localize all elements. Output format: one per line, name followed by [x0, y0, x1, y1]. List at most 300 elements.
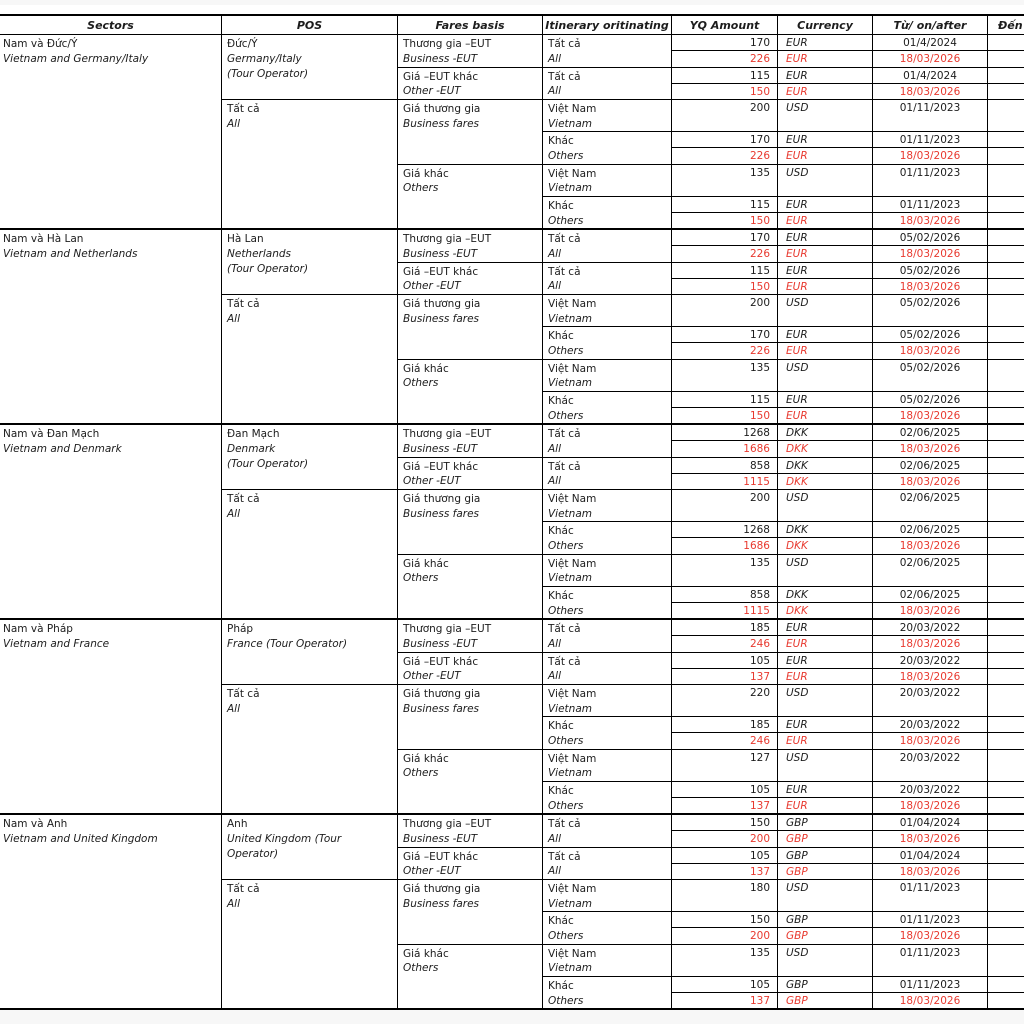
- fares-basis-vi: Thương gia –EUT: [403, 818, 492, 830]
- yq-amount-cell: 200: [672, 831, 778, 846]
- pos-name-en: France (Tour Operator): [227, 637, 348, 650]
- currency-cell: EUR: [778, 343, 873, 358]
- valid-to-cell: [988, 945, 1024, 976]
- fares-basis-cell: [398, 425, 543, 457]
- yq-amount-cell: 226: [672, 51, 778, 66]
- valid-to-cell: [988, 977, 1024, 992]
- fares-basis-vi: Giá khác: [403, 752, 449, 765]
- fares-basis-en: Business fares: [403, 117, 480, 130]
- valid-to-cell: [988, 555, 1024, 586]
- fare-amount-row: [672, 473, 1024, 489]
- fares-basis-cell: [398, 295, 543, 359]
- valid-to-cell: [988, 490, 1024, 521]
- fares-basis-en: Business -EUT: [403, 832, 478, 845]
- valid-to-cell: [988, 782, 1024, 797]
- itinerary-en: All: [548, 832, 562, 845]
- fare-basis-block: [398, 749, 1024, 814]
- fares-basis-vi: Giá khác: [403, 947, 449, 960]
- currency-cell: EUR: [778, 620, 873, 635]
- yq-amount-cell: 1115: [672, 603, 778, 618]
- itinerary-cell: [543, 295, 672, 326]
- itinerary-block: [543, 360, 1024, 391]
- valid-to-cell: [988, 279, 1024, 294]
- fare-amount-row: [672, 537, 1024, 553]
- fares-basis-cell: [398, 750, 543, 814]
- fare-amount-row: [672, 555, 1024, 586]
- fare-basis-block: [398, 295, 1024, 359]
- fares-basis-vi: Giá –EUT khác: [403, 70, 479, 83]
- pos-name-vi: Đan Mạch: [227, 428, 280, 440]
- currency-cell: GBP: [778, 928, 873, 943]
- currency-cell: EUR: [778, 798, 873, 813]
- itinerary-block: [543, 100, 1024, 131]
- itinerary-vi: Việt Nam: [548, 167, 597, 180]
- pos-cell: [222, 815, 398, 879]
- fares-basis-vi: Giá thương gia: [403, 103, 481, 115]
- itinerary-block: [543, 685, 1024, 716]
- itinerary-block: [543, 555, 1024, 586]
- valid-from-cell: 01/11/2023: [873, 197, 988, 212]
- currency-cell: EUR: [778, 230, 873, 245]
- yq-amount-cell: 1268: [672, 425, 778, 440]
- valid-to-cell: [988, 848, 1024, 863]
- fare-amount-row: [672, 278, 1024, 294]
- itinerary-block: [543, 911, 1024, 943]
- valid-from-cell: 02/06/2025: [873, 587, 988, 602]
- fare-amount-row: [672, 848, 1024, 863]
- valid-from-cell: 18/03/2026: [873, 148, 988, 163]
- fare-amount-row: [672, 620, 1024, 635]
- itinerary-block: [543, 848, 1024, 880]
- fare-basis-block: [398, 620, 1024, 652]
- valid-from-cell: 18/03/2026: [873, 636, 988, 651]
- fare-amount-row: [672, 717, 1024, 732]
- itinerary-vi: Khác: [548, 784, 574, 797]
- valid-from-cell: 18/03/2026: [873, 733, 988, 748]
- fare-basis-block: [398, 490, 1024, 554]
- yq-amount-cell: 115: [672, 263, 778, 278]
- itinerary-vi: Việt Nam: [548, 298, 597, 310]
- itinerary-en: Others: [548, 540, 584, 553]
- itinerary-block: [543, 425, 1024, 457]
- valid-to-cell: [988, 669, 1024, 684]
- itinerary-en: All: [548, 865, 562, 878]
- yq-amount-cell: 200: [672, 928, 778, 943]
- itinerary-block: [543, 131, 1024, 163]
- pos-cell: [222, 880, 398, 1008]
- fares-basis-cell: [398, 360, 543, 424]
- fares-basis-cell: [398, 165, 543, 229]
- valid-from-cell: 20/03/2022: [873, 653, 988, 668]
- itinerary-block: [543, 68, 1024, 100]
- pos-cell: [222, 425, 398, 489]
- currency-cell: USD: [778, 360, 873, 391]
- pos-name-en: United Kingdom (Tour Operator): [227, 832, 342, 860]
- currency-cell: USD: [778, 685, 873, 716]
- sector-name-en: Vietnam and Denmark: [3, 442, 122, 455]
- fare-amount-row: [672, 35, 1024, 50]
- yq-amount-cell: 1115: [672, 474, 778, 489]
- itinerary-block: [543, 35, 1024, 67]
- fare-amount-row: [672, 977, 1024, 992]
- valid-to-cell: [988, 815, 1024, 830]
- fares-basis-vi: Giá –EUT khác: [403, 460, 479, 473]
- fare-amount-row: [672, 212, 1024, 228]
- pos-name-en: (Tour Operator): [227, 262, 309, 275]
- itinerary-cell: [543, 815, 672, 847]
- yq-amount-cell: 135: [672, 360, 778, 391]
- itinerary-vi: Khác: [548, 199, 574, 212]
- yq-amount-cell: 135: [672, 165, 778, 196]
- itinerary-en: Others: [548, 930, 584, 943]
- itinerary-en: Vietnam: [548, 572, 592, 585]
- valid-from-cell: 20/03/2022: [873, 685, 988, 716]
- itinerary-en: Others: [548, 345, 584, 358]
- yq-amount-cell: 858: [672, 587, 778, 602]
- itinerary-en: Others: [548, 150, 584, 163]
- itinerary-en: Others: [548, 994, 584, 1007]
- fare-amount-row: [672, 165, 1024, 196]
- column-header-fares-basis: Fares basis: [398, 16, 543, 34]
- itinerary-en: Vietnam: [548, 377, 592, 390]
- pos-block: [222, 815, 1024, 879]
- yq-amount-cell: 150: [672, 213, 778, 228]
- fare-amount-row: [672, 440, 1024, 456]
- valid-to-cell: [988, 717, 1024, 732]
- valid-from-cell: 18/03/2026: [873, 538, 988, 553]
- valid-from-cell: 18/03/2026: [873, 246, 988, 261]
- itinerary-cell: [543, 35, 672, 67]
- yq-amount-cell: 150: [672, 408, 778, 423]
- fares-basis-en: Others: [403, 182, 439, 195]
- yq-amount-cell: 137: [672, 864, 778, 879]
- currency-cell: EUR: [778, 279, 873, 294]
- currency-cell: EUR: [778, 148, 873, 163]
- itinerary-en: Others: [548, 409, 584, 422]
- pos-cell: [222, 35, 398, 99]
- itinerary-en: Vietnam: [548, 312, 592, 325]
- itinerary-vi: Khác: [548, 589, 574, 602]
- pos-cell: [222, 295, 398, 423]
- fare-amount-row: [672, 880, 1024, 911]
- currency-cell: DKK: [778, 425, 873, 440]
- column-header-yq-amount: YQ Amount: [672, 16, 778, 34]
- itinerary-block: [543, 620, 1024, 652]
- itinerary-block: [543, 263, 1024, 295]
- fare-amount-row: [672, 653, 1024, 668]
- itinerary-cell: [543, 555, 672, 586]
- yq-amount-cell: 226: [672, 246, 778, 261]
- sector-cell: [0, 230, 222, 423]
- valid-from-cell: 01/04/2024: [873, 848, 988, 863]
- currency-cell: EUR: [778, 68, 873, 83]
- pos-name-en: Denmark: [227, 442, 276, 455]
- yq-amount-cell: 170: [672, 35, 778, 50]
- currency-cell: EUR: [778, 636, 873, 651]
- itinerary-vi: Khác: [548, 525, 574, 538]
- valid-from-cell: 18/03/2026: [873, 864, 988, 879]
- fare-amount-row: [672, 132, 1024, 147]
- yq-amount-cell: 200: [672, 490, 778, 521]
- fare-basis-block: [398, 262, 1024, 295]
- pos-cell: [222, 490, 398, 618]
- viewport-edge-bottom: [0, 1010, 1024, 1024]
- itinerary-en: Vietnam: [548, 182, 592, 195]
- yq-amount-cell: 150: [672, 84, 778, 99]
- valid-from-cell: 18/03/2026: [873, 474, 988, 489]
- page-margin-top: [0, 5, 1024, 14]
- sector-name-vi: Nam và Đan Mạch: [3, 428, 100, 440]
- itinerary-cell: [543, 392, 672, 423]
- yq-amount-cell: 220: [672, 685, 778, 716]
- sector-name-vi: Nam và Pháp: [3, 623, 73, 635]
- valid-from-cell: 01/4/2024: [873, 68, 988, 83]
- valid-from-cell: 01/11/2023: [873, 100, 988, 131]
- fare-amount-row: [672, 68, 1024, 83]
- pos-name-vi: Tất cả: [227, 103, 260, 115]
- valid-from-cell: 05/02/2026: [873, 392, 988, 407]
- currency-cell: GBP: [778, 912, 873, 927]
- pos-name-en: Netherlands: [227, 247, 292, 260]
- itinerary-vi: Việt Nam: [548, 103, 597, 115]
- fare-basis-block: [398, 457, 1024, 490]
- pos-name-vi: Tất cả: [227, 883, 260, 895]
- yq-amount-cell: 170: [672, 132, 778, 147]
- sector-name-vi: Nam và Đức/Ý: [3, 38, 78, 50]
- itinerary-en: Vietnam: [548, 767, 592, 780]
- itinerary-vi: Khác: [548, 979, 574, 992]
- fare-amount-row: [672, 327, 1024, 342]
- fares-basis-cell: [398, 555, 543, 619]
- itinerary-block: [543, 880, 1024, 911]
- valid-from-cell: 01/11/2023: [873, 165, 988, 196]
- fare-basis-block: [398, 359, 1024, 424]
- yq-amount-cell: 137: [672, 798, 778, 813]
- pos-name-en: All: [227, 117, 241, 130]
- fare-basis-block: [398, 425, 1024, 457]
- itinerary-en: Others: [548, 604, 584, 617]
- yq-amount-cell: 226: [672, 148, 778, 163]
- fares-basis-vi: Giá khác: [403, 557, 449, 570]
- itinerary-cell: [543, 653, 672, 685]
- yq-amount-cell: 180: [672, 880, 778, 911]
- itinerary-en: All: [548, 475, 562, 488]
- itinerary-vi: Khác: [548, 135, 574, 148]
- valid-from-cell: 01/11/2023: [873, 880, 988, 911]
- valid-from-cell: 20/03/2022: [873, 782, 988, 797]
- yq-amount-cell: 150: [672, 912, 778, 927]
- fares-basis-cell: [398, 35, 543, 67]
- valid-from-cell: 18/03/2026: [873, 831, 988, 846]
- valid-to-cell: [988, 522, 1024, 537]
- valid-from-cell: 18/03/2026: [873, 441, 988, 456]
- currency-cell: DKK: [778, 441, 873, 456]
- currency-cell: USD: [778, 490, 873, 521]
- column-header-pos: POS: [222, 16, 398, 34]
- yq-amount-cell: 105: [672, 848, 778, 863]
- yq-amount-cell: 127: [672, 750, 778, 781]
- itinerary-vi: Việt Nam: [548, 557, 597, 570]
- itinerary-vi: Tất cả: [548, 70, 581, 83]
- fare-amount-row: [672, 360, 1024, 391]
- itinerary-vi: Việt Nam: [548, 883, 597, 895]
- currency-cell: EUR: [778, 392, 873, 407]
- currency-cell: USD: [778, 880, 873, 911]
- valid-to-cell: [988, 798, 1024, 813]
- valid-from-cell: 01/11/2023: [873, 977, 988, 992]
- itinerary-vi: Việt Nam: [548, 493, 597, 505]
- fares-basis-cell: [398, 653, 543, 685]
- sector-group-row: [0, 230, 1024, 425]
- fare-amount-row: [672, 522, 1024, 537]
- pos-block: [222, 425, 1024, 489]
- table-body: [0, 35, 1024, 1010]
- yq-amount-cell: 135: [672, 945, 778, 976]
- fares-basis-cell: [398, 815, 543, 847]
- valid-from-cell: 02/06/2025: [873, 458, 988, 473]
- pos-name-en: All: [227, 897, 241, 910]
- sector-cell: [0, 815, 222, 1008]
- pos-block: [222, 879, 1024, 1008]
- currency-cell: EUR: [778, 669, 873, 684]
- itinerary-cell: [543, 360, 672, 391]
- column-header-valid-from: Từ/ on/after: [873, 16, 988, 34]
- valid-to-cell: [988, 831, 1024, 846]
- pos-block: [222, 489, 1024, 618]
- fare-amount-row: [672, 635, 1024, 651]
- fare-amount-row: [672, 992, 1024, 1008]
- itinerary-block: [543, 815, 1024, 847]
- yq-amount-cell: 105: [672, 653, 778, 668]
- valid-to-cell: [988, 392, 1024, 407]
- currency-cell: EUR: [778, 132, 873, 147]
- pos-block: [222, 294, 1024, 423]
- yq-amount-cell: 858: [672, 458, 778, 473]
- itinerary-block: [543, 490, 1024, 521]
- valid-to-cell: [988, 84, 1024, 99]
- fares-basis-en: Other -EUT: [403, 475, 461, 488]
- itinerary-block: [543, 586, 1024, 618]
- itinerary-cell: [543, 945, 672, 976]
- itinerary-block: [543, 458, 1024, 490]
- fare-amount-row: [672, 425, 1024, 440]
- itinerary-cell: [543, 587, 672, 618]
- fare-amount-row: [672, 685, 1024, 716]
- valid-from-cell: 05/02/2026: [873, 295, 988, 326]
- fares-basis-vi: Giá thương gia: [403, 688, 481, 700]
- currency-cell: EUR: [778, 213, 873, 228]
- itinerary-en: Vietnam: [548, 897, 592, 910]
- currency-cell: GBP: [778, 864, 873, 879]
- yq-amount-cell: 200: [672, 100, 778, 131]
- fare-amount-row: [672, 782, 1024, 797]
- fare-basis-block: [398, 35, 1024, 67]
- sector-group-row: [0, 425, 1024, 620]
- fare-amount-row: [672, 912, 1024, 927]
- valid-from-cell: 02/06/2025: [873, 425, 988, 440]
- valid-to-cell: [988, 197, 1024, 212]
- pos-name-en: Germany/Italy: [227, 52, 302, 65]
- fares-basis-en: Other -EUT: [403, 280, 461, 293]
- fares-basis-vi: Thương gia –EUT: [403, 233, 492, 245]
- valid-to-cell: [988, 230, 1024, 245]
- valid-from-cell: 05/02/2026: [873, 327, 988, 342]
- itinerary-cell: [543, 132, 672, 163]
- currency-cell: EUR: [778, 653, 873, 668]
- itinerary-cell: [543, 782, 672, 813]
- valid-from-cell: 05/02/2026: [873, 263, 988, 278]
- pos-name-vi: Tất cả: [227, 688, 260, 700]
- fares-basis-en: Business -EUT: [403, 247, 478, 260]
- fares-basis-cell: [398, 263, 543, 295]
- sector-cell: [0, 35, 222, 228]
- fares-basis-vi: Thương gia –EUT: [403, 38, 492, 50]
- itinerary-vi: Khác: [548, 394, 574, 407]
- pos-name-vi: Hà Lan: [227, 233, 264, 245]
- yq-amount-cell: 150: [672, 815, 778, 830]
- currency-cell: EUR: [778, 197, 873, 212]
- itinerary-cell: [543, 522, 672, 553]
- itinerary-vi: Tất cả: [548, 850, 581, 863]
- fares-basis-vi: Thương gia –EUT: [403, 428, 492, 440]
- valid-from-cell: 20/03/2022: [873, 717, 988, 732]
- yq-amount-cell: 1268: [672, 522, 778, 537]
- fares-basis-vi: Giá thương gia: [403, 493, 481, 505]
- valid-from-cell: 18/03/2026: [873, 603, 988, 618]
- itinerary-cell: [543, 977, 672, 1008]
- itinerary-cell: [543, 197, 672, 228]
- valid-to-cell: [988, 295, 1024, 326]
- fare-amount-row: [672, 815, 1024, 830]
- valid-to-cell: [988, 441, 1024, 456]
- fare-amount-row: [672, 830, 1024, 846]
- itinerary-vi: Tất cả: [548, 265, 581, 278]
- valid-to-cell: [988, 35, 1024, 50]
- itinerary-en: All: [548, 637, 562, 650]
- pos-name-en: All: [227, 702, 241, 715]
- yq-amount-cell: 115: [672, 68, 778, 83]
- sector-group-row: [0, 815, 1024, 1010]
- pos-name-en: (Tour Operator): [227, 457, 309, 470]
- sector-name-en: Vietnam and Netherlands: [3, 247, 138, 260]
- itinerary-vi: Tất cả: [548, 655, 581, 668]
- itinerary-cell: [543, 880, 672, 911]
- valid-to-cell: [988, 587, 1024, 602]
- fare-amount-row: [672, 945, 1024, 976]
- sector-group-row: [0, 620, 1024, 815]
- fare-basis-block: [398, 100, 1024, 164]
- itinerary-cell: [543, 165, 672, 196]
- itinerary-block: [543, 295, 1024, 326]
- pos-cell: [222, 230, 398, 294]
- valid-to-cell: [988, 912, 1024, 927]
- valid-to-cell: [988, 685, 1024, 716]
- itinerary-cell: [543, 620, 672, 652]
- fares-basis-vi: Giá khác: [403, 362, 449, 375]
- fare-amount-row: [672, 668, 1024, 684]
- valid-from-cell: 18/03/2026: [873, 798, 988, 813]
- currency-cell: EUR: [778, 51, 873, 66]
- itinerary-cell: [543, 100, 672, 131]
- fares-basis-vi: Thương gia –EUT: [403, 623, 492, 635]
- fare-amount-row: [672, 245, 1024, 261]
- fares-basis-en: Business -EUT: [403, 637, 478, 650]
- fares-basis-en: Business fares: [403, 897, 480, 910]
- itinerary-en: All: [548, 52, 562, 65]
- fare-amount-row: [672, 83, 1024, 99]
- currency-cell: DKK: [778, 458, 873, 473]
- valid-from-cell: 18/03/2026: [873, 993, 988, 1008]
